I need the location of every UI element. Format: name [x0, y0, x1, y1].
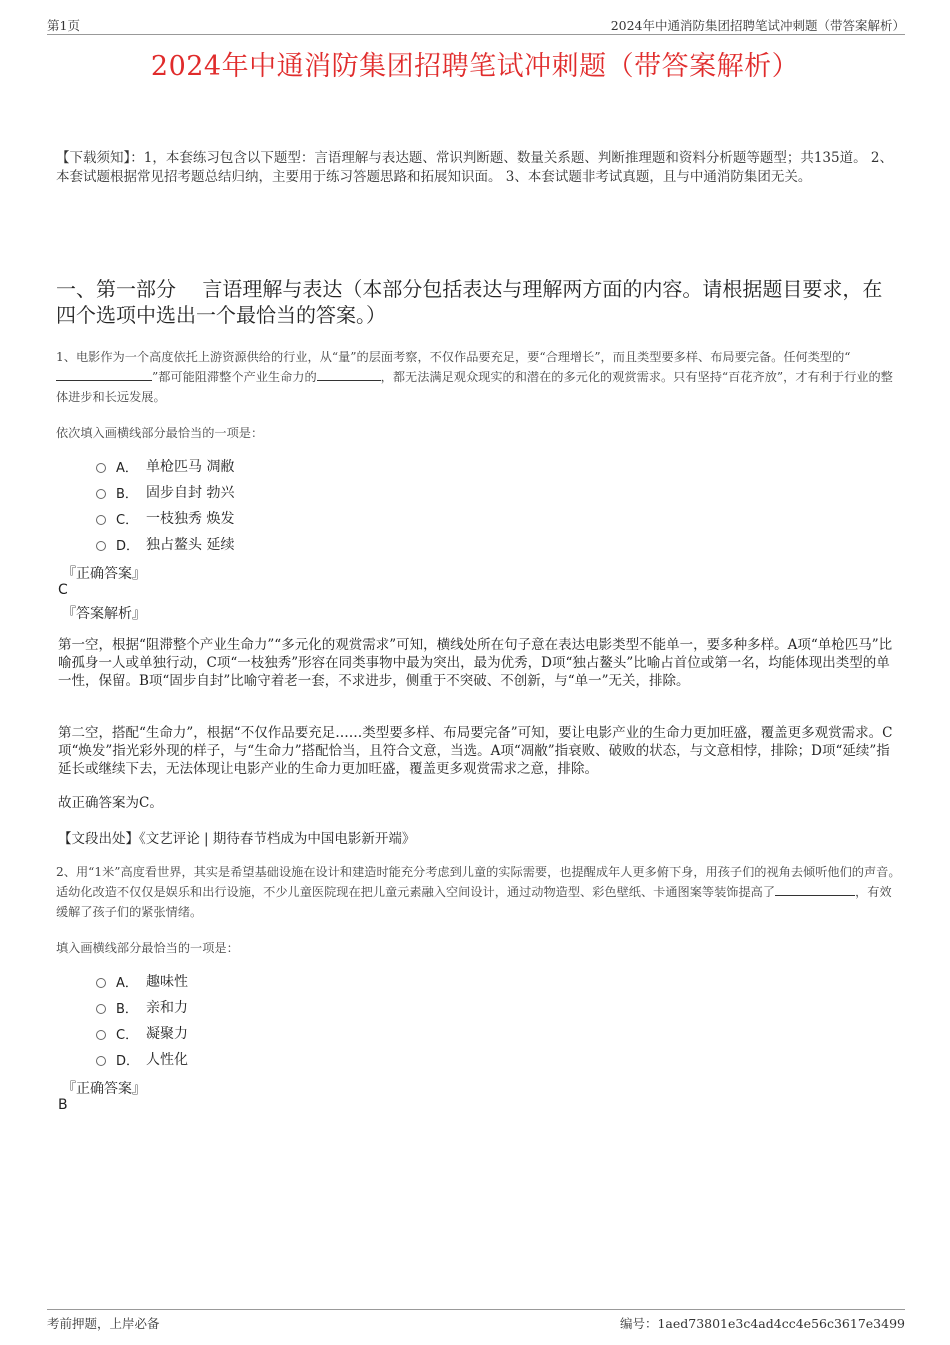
passage-source: 【文段出处】《文艺评论 | 期待春节档成为中国电影新开端》	[58, 831, 416, 847]
header-doc-title: 2024年中通消防集团招聘笔试冲刺题（带答案解析）	[610, 18, 905, 33]
fill-blank-3	[775, 883, 855, 896]
option-d[interactable]: D． 独占鳌头 延续	[96, 531, 234, 557]
page-number: 第1页	[47, 18, 80, 33]
answer-label: 『正确答案』	[62, 1081, 146, 1097]
radio-icon[interactable]	[96, 1004, 106, 1014]
analysis-conclusion: 故正确答案为C。	[58, 795, 163, 811]
section-heading: 一、第一部分 言语理解与表达（本部分包括表达与理解两方面的内容。请根据题目要求，在四个选项中选出一个最恰当的答案。）	[56, 277, 883, 327]
option-a[interactable]: A． 单枪匹马 凋敝	[96, 453, 234, 479]
page-footer	[47, 1309, 905, 1330]
analysis-label: 『答案解析』	[62, 606, 146, 622]
question-1-prompt: 依次填入画横线部分最恰当的一项是：	[56, 426, 264, 440]
radio-icon[interactable]	[96, 515, 106, 525]
page-header	[47, 14, 905, 35]
radio-icon[interactable]	[96, 978, 106, 988]
question-2-options	[96, 968, 188, 1072]
answer-value: C	[58, 582, 68, 598]
answer-value: B	[58, 1097, 68, 1113]
radio-icon[interactable]	[96, 489, 106, 499]
answer-label: 『正确答案』	[62, 566, 146, 582]
radio-icon[interactable]	[96, 1030, 106, 1040]
option-b[interactable]: B． 亲和力	[96, 994, 188, 1020]
question-1-options	[96, 453, 234, 557]
radio-icon[interactable]	[96, 463, 106, 473]
radio-icon[interactable]	[96, 541, 106, 551]
option-c[interactable]: C． 凝聚力	[96, 1020, 188, 1046]
page-title: 2024年中通消防集团招聘笔试冲刺题（带答案解析）	[150, 51, 800, 82]
option-b[interactable]: B． 固步自封 勃兴	[96, 479, 234, 505]
analysis-paragraph-2: 第二空，搭配“生命力”，根据“不仅作品要充足……类型要多样、布局要完备”可知，要让电影产业的生命力更加旺盛，覆盖更多观赏需求。C项“焕发”指光彩外现的样子，与“生命力”搭配恰当，且符合文意，当选。A项“凋敝”指衰败、破败的状态，与文意相悖，排除；D项“延续”指延长或继续下去，无法体现让电影产业的生命力更加旺盛，覆盖更多观赏需求之意，排除。	[58, 725, 893, 777]
radio-icon[interactable]	[96, 1056, 106, 1066]
analysis-paragraph-1: 第一空，根据“阻滞整个产业生命力”“多元化的观赏需求”可知，横线处所在句子意在表达电影类型不能单一，要多种多样。A项“单枪匹马”比喻孤身一人或单独行动，C项“一枝独秀”形容在同类事物中最为突出，最为优秀，D项“独占鳌头”比喻占首位或第一名，均能体现出类型的单一性，保留。B项“固步自封”比喻守着老一套，不求进步，侧重于不突破、不创新，与“单一”无关，排除。	[58, 637, 893, 689]
question-2-prompt: 填入画横线部分最恰当的一项是：	[56, 941, 239, 955]
footer-slogan: 考前押题，上岸必备	[47, 1316, 160, 1331]
option-a[interactable]: A． 趣味性	[96, 968, 188, 994]
question-2-text: 2、用“1米”高度看世界，其实是希望基础设施在设计和建造时能充分考虑到儿童的实际需要，也提醒成年人更多俯下身，用孩子们的视角去倾听他们的声音。适幼化改造不仅仅是娱乐和出行设施，不少儿童医院现在把儿童元素融入空间设计，通过动物造型、彩色壁纸、卡通图案等装饰提高了 ，有效缓解了孩子们的紧张情绪。	[56, 865, 901, 919]
footer-doc-id: 编号：1aed73801e3c4ad4cc4e56c3617e3499	[619, 1316, 905, 1331]
fill-blank-1	[56, 368, 152, 381]
download-notice: 【下载须知】：1，本套练习包含以下题型：言语理解与表达题、常识判断题、数量关系题、判断推理题和资料分析题等题型；共135道。 2、本套试题根据常见招考题总结归纳，主要用于练习答题思路和拓展知识面。 3、本套试题非考试真题，且与中通消防集团无关。	[56, 150, 893, 185]
option-d[interactable]: D． 人性化	[96, 1046, 188, 1072]
fill-blank-2	[317, 368, 381, 381]
option-c[interactable]: C． 一枝独秀 焕发	[96, 505, 234, 531]
question-1-text: 1、电影作为一个高度依托上游资源供给的行业，从“量”的层面考察，不仅作品要充足，要“合理增长”，而且类型要多样、布局要完备。任何类型的“”都可能阻滞整个产业生命力的 ，都无法满足观众现实的和潜在的多元化的观赏需求。只有坚持“百花齐放”，才有利于行业的整体进步和长远发展。	[56, 350, 893, 404]
